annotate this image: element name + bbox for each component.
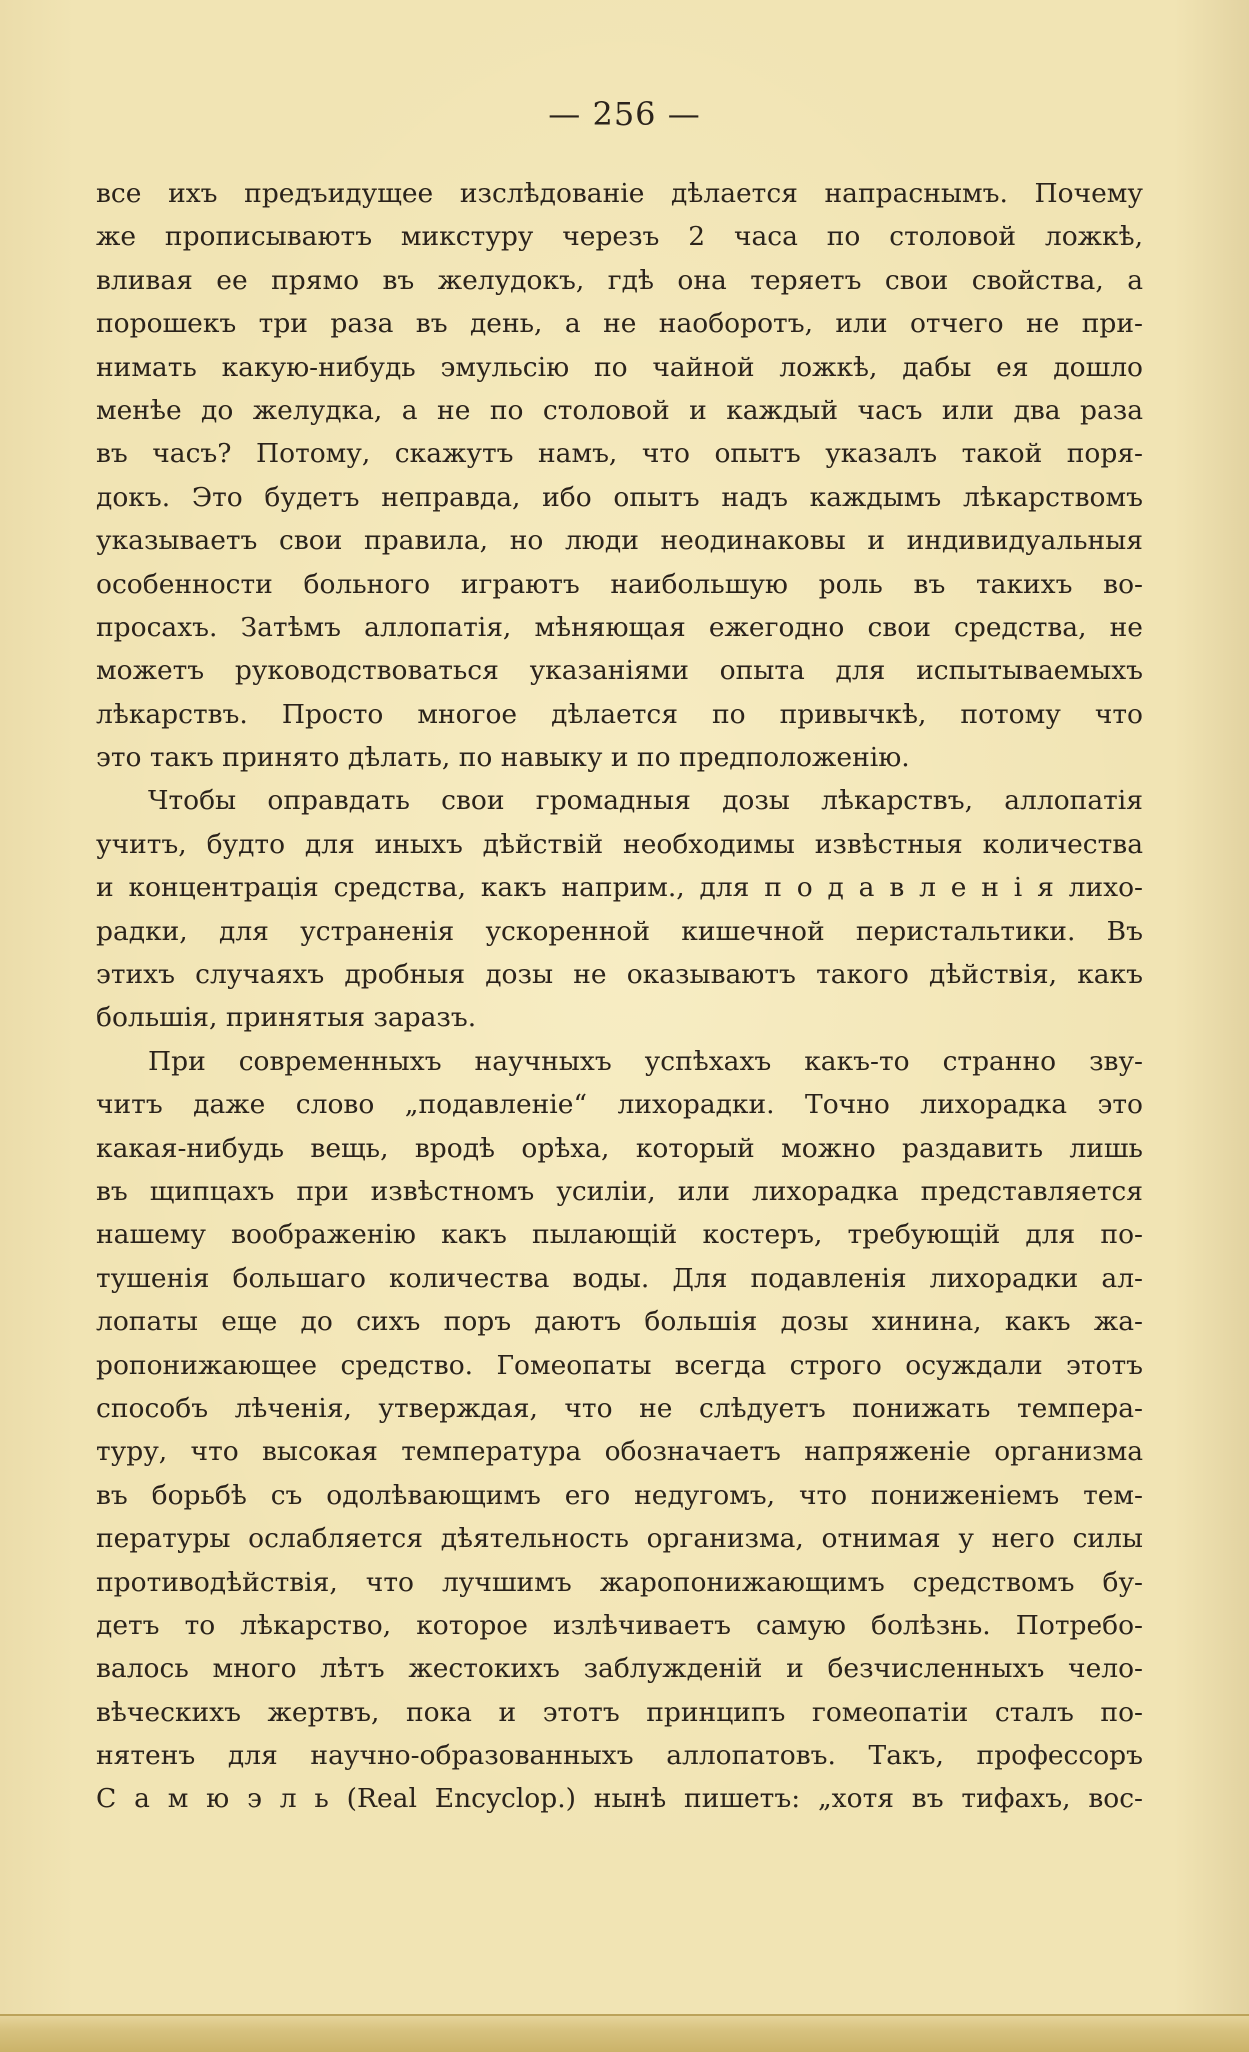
text-line: нимать какую-нибудь эмульсію по чайной ложкѣ, дабы ея дошло: [96, 351, 1143, 383]
text-line: въ щипцахъ при извѣстномъ усиліи, или лихорадка представляется: [96, 1175, 1143, 1207]
text-line: лопаты еще до сихъ поръ даютъ большія дозы хинина, какъ жа-: [96, 1306, 1143, 1338]
page-bottom-edge: [0, 2014, 1249, 2052]
text-line: туру, что высокая температура обозначаетъ напряженіе организма: [96, 1436, 1143, 1468]
body-text: [96, 172, 1143, 1821]
text-line: лѣкарствъ. Просто многое дѣлается по привычкѣ, потому что: [96, 698, 1143, 730]
text-line: этихъ случаяхъ дробныя дозы не оказываютъ такого дѣйствія, какъ: [96, 959, 1143, 991]
paragraph-3: [96, 1040, 1143, 1821]
text-line: особенности больного играютъ наибольшую роль въ такихъ во-: [96, 568, 1143, 600]
text-line: вливая ее прямо въ желудокъ, гдѣ она теряетъ свои свойства, а: [96, 264, 1143, 296]
text-line: можетъ руководствоваться указаніями опыта для испытываемыхъ: [96, 655, 1143, 687]
text-line: большія, принятыя заразъ.: [96, 1002, 477, 1034]
text-line: нашему воображенію какъ пылающій костеръ, требующій для по-: [96, 1219, 1143, 1251]
text-line: порошекъ три раза въ день, а не наоборотъ, или отчего не при-: [96, 308, 1143, 340]
text-line: детъ то лѣкарство, которое излѣчиваетъ самую болѣзнь. Потребо-: [96, 1609, 1143, 1641]
text-line: тушенія большаго количества воды. Для подавленія лихорадки ал-: [96, 1262, 1143, 1294]
paragraph-2: [96, 779, 1143, 1039]
text-line: это такъ принято дѣлать, по навыку и по предположенію.: [96, 742, 910, 774]
page-number: — 256 —: [548, 95, 701, 133]
text-line: нятенъ для научно-образованныхъ аллопатовъ. Такъ, профессоръ: [96, 1740, 1143, 1772]
text-line: просахъ. Затѣмъ аллопатія, мѣняющая ежегодно свои средства, не: [96, 611, 1143, 643]
text-line: вѣческихъ жертвъ, пока и этотъ принципъ гомеопатіи сталъ по-: [96, 1696, 1143, 1728]
text-line: учитъ, будто для иныхъ дѣйствій необходимы извѣстныя количества: [96, 828, 1143, 860]
text-line: въ часъ? Потому, скажутъ намъ, что опытъ указалъ такой поря-: [96, 438, 1143, 470]
paragraph-1: [96, 172, 1143, 779]
text-line: все ихъ предъидущее изслѣдованіе дѣлается напраснымъ. Почему: [96, 178, 1143, 209]
text-line: пературы ослабляется дѣятельность организма, отнимая у него силы: [96, 1523, 1143, 1555]
text-line: При современныхъ научныхъ успѣхахъ какъ-то странно зву-: [148, 1045, 1143, 1077]
text-line: ропонижающее средство. Гомеопаты всегда строго осуждали этотъ: [96, 1349, 1143, 1381]
text-line: менѣе до желудка, а не по столовой и каждый часъ или два раза: [96, 394, 1143, 426]
text-line: же прописываютъ микстуру черезъ 2 часа по столовой ложкѣ,: [96, 221, 1143, 253]
text-line: противодѣйствія, что лучшимъ жаропонижающимъ средствомъ бу-: [96, 1566, 1143, 1598]
text-line: докъ. Это будетъ неправда, ибо опытъ надъ каждымъ лѣкарствомъ: [96, 481, 1143, 513]
text-line: въ борьбѣ съ одолѣвающимъ его недугомъ, что пониженіемъ тем-: [96, 1479, 1143, 1511]
text-line: способъ лѣченія, утверждая, что не слѣдуетъ понижать темпера-: [96, 1392, 1143, 1424]
text-line: указываетъ свои правила, но люди неодинаковы и индивидуальныя: [96, 525, 1143, 557]
text-line: радки, для устраненія ускоренной кишечной перистальтики. Въ: [96, 915, 1143, 947]
text-line: Чтобы оправдать свои громадныя дозы лѣкарствъ, аллопатія: [148, 785, 1143, 817]
text-line: валось много лѣтъ жестокихъ заблужденій и безчисленныхъ чело-: [96, 1653, 1143, 1685]
text-line: читъ даже слово „подавленіе“ лихорадки. Точно лихорадка это: [96, 1089, 1143, 1121]
text-line: какая-нибудь вещь, вродѣ орѣха, который можно раздавить лишь: [96, 1132, 1143, 1164]
text-line: С а м ю э л ь (Real Encyclop.) нынѣ пишетъ: „хотя въ тифахъ, вос-: [96, 1783, 1143, 1815]
text-line: и концентрація средства, какъ наприм., для п о д а в л е н і я лихо-: [96, 872, 1143, 904]
